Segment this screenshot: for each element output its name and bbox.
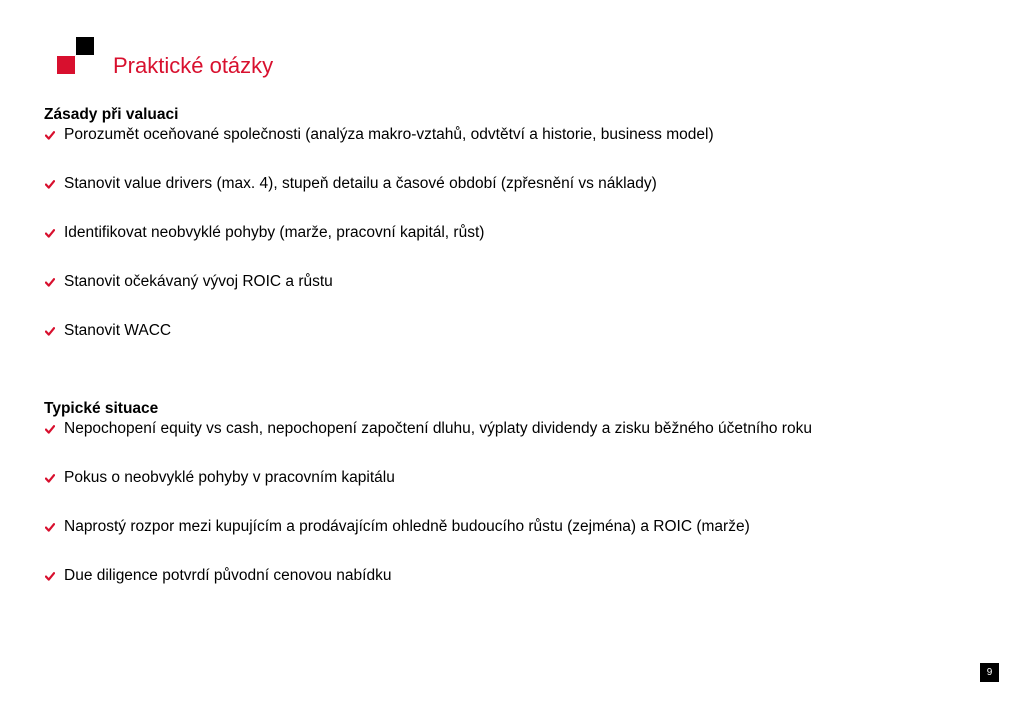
list-item <box>44 321 1004 341</box>
list-item-text: Identifikovat neobvyklé pohyby (marže, pracovní kapitál, růst) <box>64 224 485 241</box>
list-item-text: Porozumět oceňované společnosti (analýza makro-vztahů, odvtětví a historie, business model) <box>64 126 714 143</box>
list-item-text: Nepochopení equity vs cash, nepochopení započtení dluhu, výplaty dividendy a zisku běžného účetního roku <box>64 420 812 437</box>
list-item <box>44 419 1004 439</box>
page-title: Praktické otázky <box>113 53 274 78</box>
list-item-text: Naprostý rozpor mezi kupujícím a prodávajícím ohledně budoucího růstu (zejména) a ROIC (marže) <box>64 518 750 535</box>
list-item <box>44 174 1004 194</box>
list-item <box>44 223 1004 243</box>
list-item-text: Pokus o neobvyklé pohyby v pracovním kapitálu <box>64 469 395 486</box>
check-icon <box>44 321 58 341</box>
logo-red-square <box>57 56 75 74</box>
list-item-text: Stanovit value drivers (max. 4), stupeň detailu a časové období (zpřesnění vs náklady) <box>64 175 657 192</box>
page-number: 9 <box>980 663 999 682</box>
list-item <box>44 566 1004 586</box>
section-heading: Zásady při valuaci <box>44 106 179 123</box>
check-icon <box>44 517 58 537</box>
section-typical-situations <box>44 399 1004 615</box>
list-item-text: Stanovit očekávaný vývoj ROIC a růstu <box>64 273 333 290</box>
list-item-text: Due diligence potvrdí původní cenovou nabídku <box>64 567 392 584</box>
list-item <box>44 468 1004 488</box>
list-item <box>44 517 1004 537</box>
list-item-text: Stanovit WACC <box>64 322 172 339</box>
logo-black-square <box>76 37 94 55</box>
check-icon <box>44 272 58 292</box>
check-icon <box>44 223 58 243</box>
check-icon <box>44 419 58 439</box>
check-icon <box>44 566 58 586</box>
list-item <box>44 125 1004 145</box>
list-item <box>44 272 1004 292</box>
section-valuation-principles <box>44 105 1004 370</box>
check-icon <box>44 125 58 145</box>
section-heading: Typické situace <box>44 400 159 417</box>
check-icon <box>44 174 58 194</box>
check-icon <box>44 468 58 488</box>
